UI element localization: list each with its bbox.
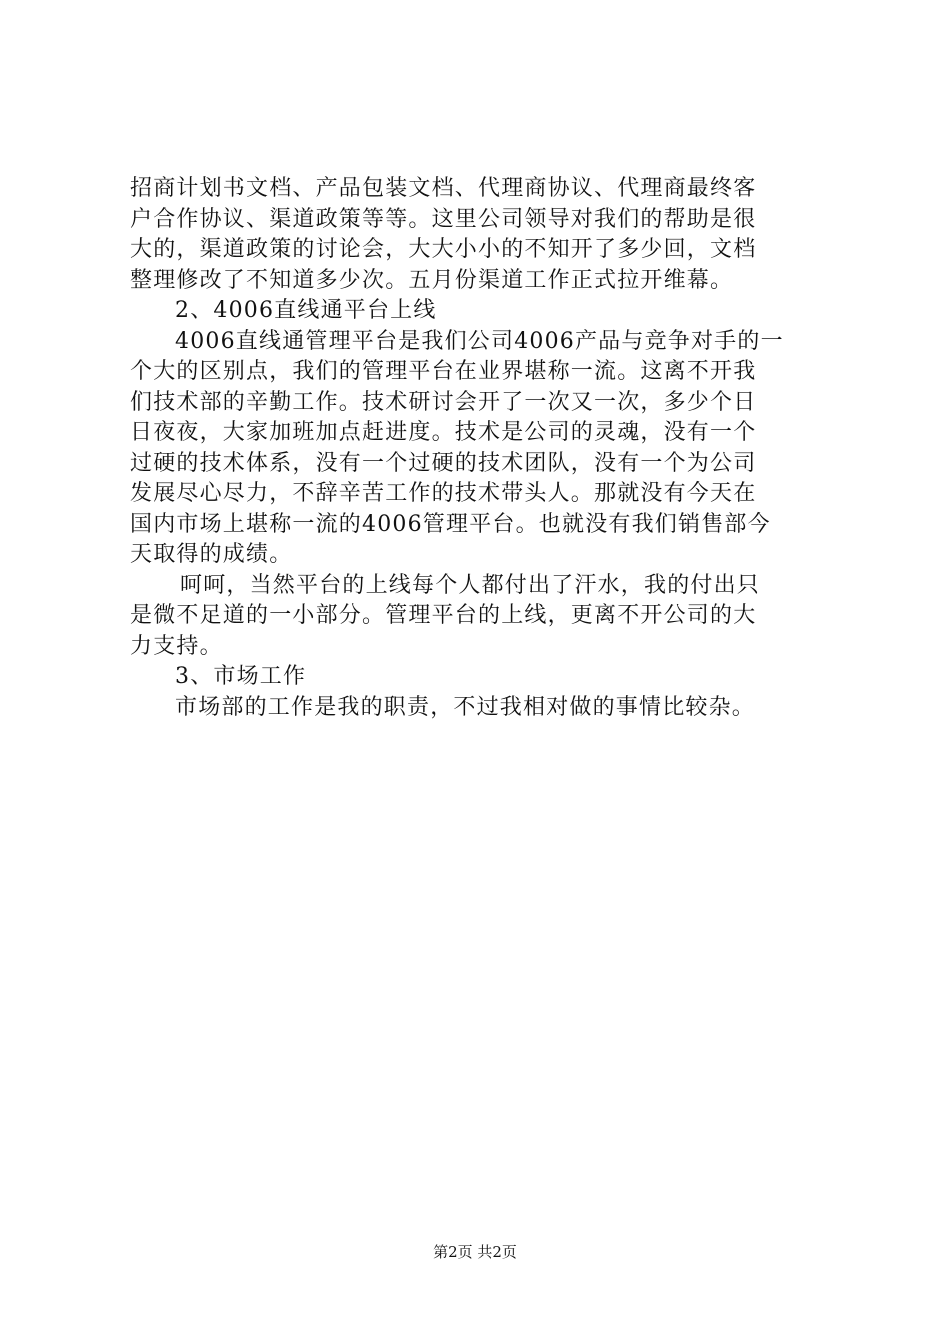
paragraph-line: 国内市场上堪称一流的4006管理平台。也就没有我们销售部今 [130,511,771,537]
paragraph-line: 过硬的技术体系，没有一个过硬的技术团队，没有一个为公司 [130,450,757,476]
document-body [130,174,830,723]
page-number-footer: 第2页 共2页 [433,1243,517,1261]
paragraph-line: 呵呵，当然平台的上线每个人都付出了汗水，我的付出只 [180,572,761,598]
paragraph-line: 是微不足道的一小部分。管理平台的上线，更离不开公司的大 [130,603,757,628]
paragraph-line: 发展尽心尽力，不辞辛苦工作的技术带头人。那就没有今天在 [130,481,757,506]
paragraph-line: 力支持。 [130,633,223,659]
paragraph-line: 大的，渠道政策的讨论会，大大小小的不知开了多少回，文档 [130,237,757,262]
paragraph-line: 天取得的成绩。 [130,542,293,567]
paragraph-line: 招商计划书文档、产品包装文档、代理商协议、代理商最终客 [130,176,757,201]
paragraph-line: 日夜夜，大家加班加点赶进度。技术是公司的灵魂，没有一个 [130,420,757,445]
paragraph-line: 们技术部的辛勤工作。技术研讨会开了一次又一次，多少个日 [130,389,757,415]
paragraph-line: 4006直线通管理平台是我们公司4006产品与竞争对手的一 [175,328,784,354]
paragraph-line: 市场部的工作是我的职责，不过我相对做的事情比较杂。 [175,694,756,720]
section-heading: 2、4006直线通平台上线 [175,298,437,323]
section-heading: 3、市场工作 [175,664,307,689]
paragraph-line: 个大的区别点，我们的管理平台在业界堪称一流。这离不开我 [130,359,757,384]
paragraph-line: 户合作协议、渠道政策等等。这里公司领导对我们的帮助是很 [130,206,757,232]
paragraph-line: 整理修改了不知道多少次。五月份渠道工作正式拉开维幕。 [130,267,734,293]
